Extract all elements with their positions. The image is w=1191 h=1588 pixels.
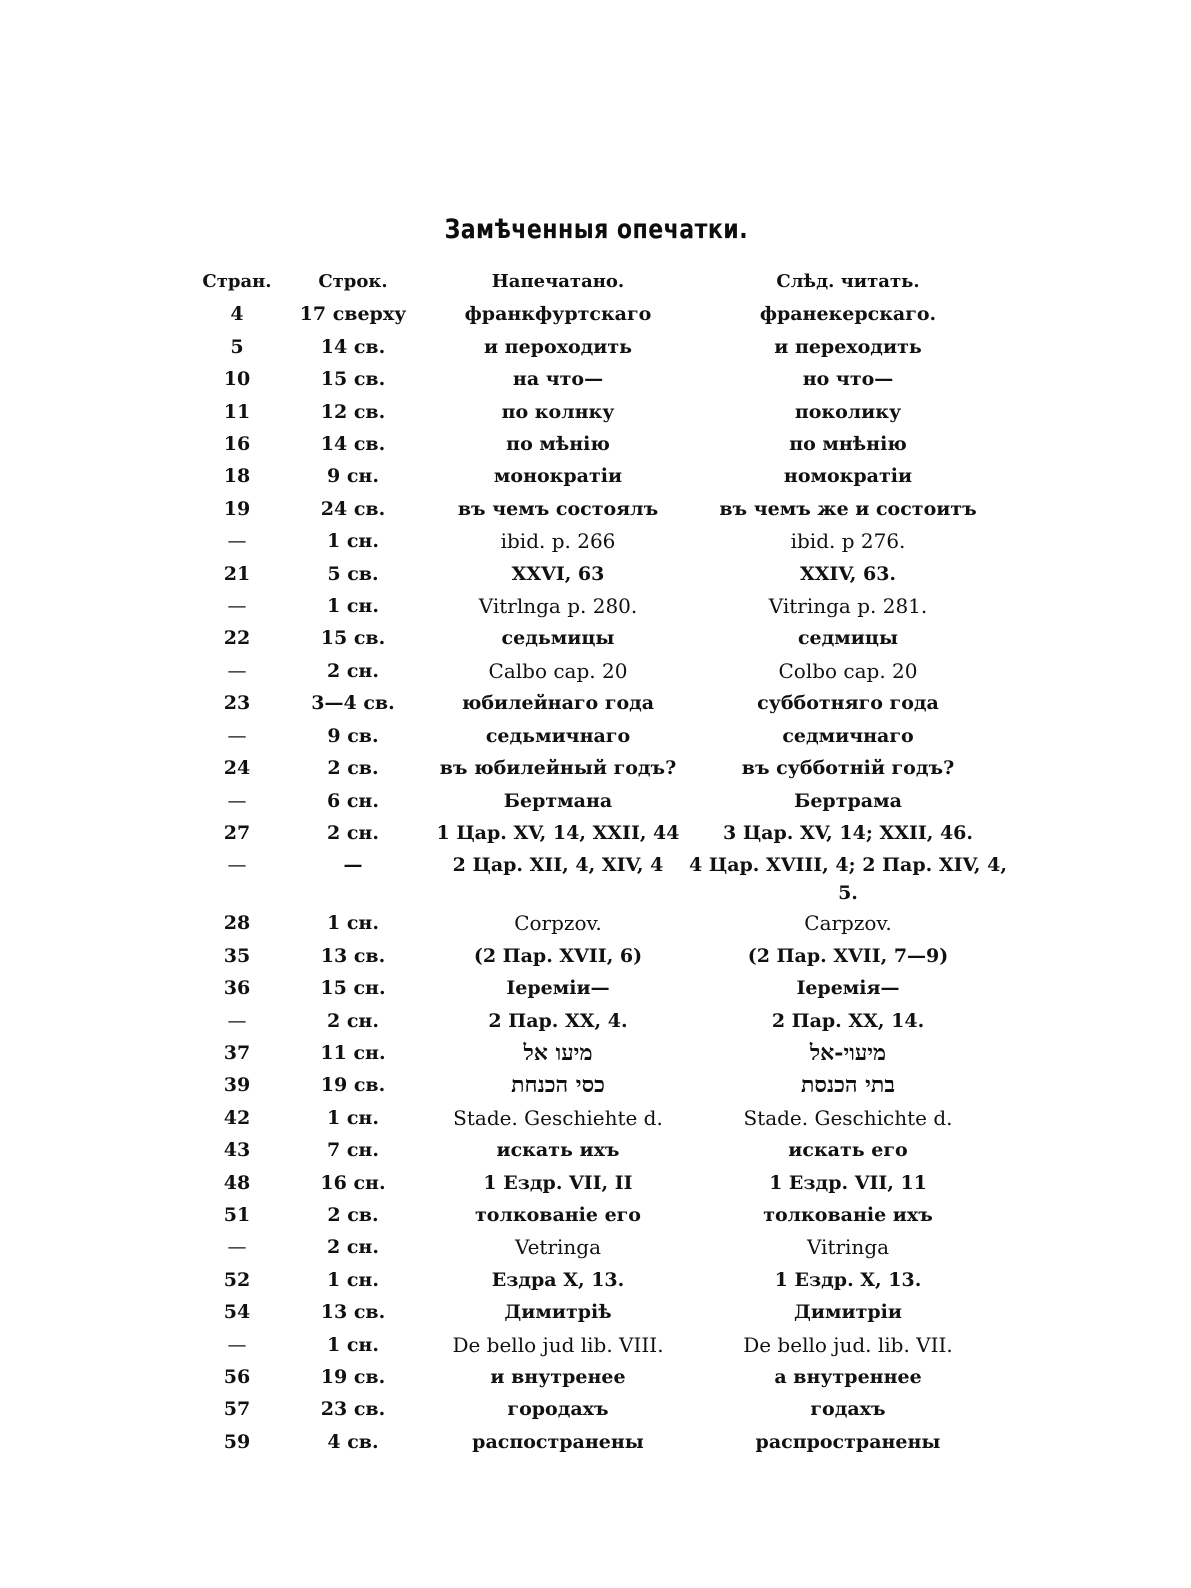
errata-row: [196, 1102, 1016, 1134]
row-correct-text: Димитріи: [794, 1301, 902, 1324]
row-printed-text: כסי הכנחת: [511, 1072, 605, 1099]
row-correct-text: Vitringa p. 281.: [768, 594, 928, 619]
errata-row: [196, 849, 1016, 907]
errata-row: [196, 1393, 1016, 1425]
row-printed-text: Бертмана: [503, 789, 613, 812]
row-page-number: —: [227, 1009, 247, 1032]
row-line-ref: 1 сн.: [327, 595, 379, 618]
row-printed-text: Corpzov.: [514, 911, 602, 936]
row-correct-text: седмичнаго: [782, 724, 914, 747]
row-correct-text: франекерскаго.: [759, 303, 937, 326]
row-printed-text: 2 Пар. XX, 4.: [488, 1009, 628, 1032]
errata-row: [196, 1426, 1016, 1458]
row-page-number: —: [227, 659, 247, 682]
errata-row: [196, 785, 1016, 817]
row-page-number: 16: [223, 433, 251, 456]
errata-row: [196, 972, 1016, 1004]
row-line-ref: 1 сн.: [327, 1268, 379, 1291]
row-line-ref: 17 сверху: [299, 303, 407, 326]
row-printed-text: De bello jud lib. VIII.: [452, 1332, 664, 1357]
row-line-ref: 19 св.: [320, 1366, 386, 1388]
row-page-number: 28: [223, 912, 251, 935]
row-correct-text: בתי הכנסת: [801, 1072, 895, 1099]
row-page-number: 43: [223, 1139, 251, 1162]
row-page-number: 24: [223, 757, 251, 780]
errata-row: [196, 396, 1016, 428]
row-printed-text: толкованіе его: [475, 1203, 641, 1226]
row-correct-text: субботняго года: [757, 692, 939, 715]
row-line-ref: 16 сн.: [320, 1171, 386, 1194]
row-page-number: —: [227, 789, 247, 812]
row-line-ref: 13 св.: [320, 1301, 386, 1324]
row-correct-text: Іеремія—: [796, 977, 900, 1000]
errata-header-row: [196, 266, 1016, 298]
row-page-number: —: [227, 530, 247, 553]
header-printed: Напечатано.: [491, 271, 625, 292]
row-printed-text: (2 Пар. XVII, 6): [473, 944, 643, 967]
row-page-number: 11: [223, 400, 251, 423]
row-printed-text: Vitrlnga p. 280.: [478, 594, 638, 619]
row-printed-text: и внутренее: [490, 1366, 626, 1388]
row-page-number: —: [227, 1236, 247, 1259]
row-printed-text: въ юбилейный годъ?: [439, 757, 677, 780]
row-line-ref: 2 сн.: [327, 1009, 379, 1032]
row-page-number: 39: [223, 1074, 251, 1097]
row-line-ref: 5 св.: [327, 562, 379, 585]
row-correct-text: по мнѣнію: [789, 433, 907, 456]
row-page-number: 22: [223, 627, 251, 650]
row-line-ref: 23 св.: [320, 1398, 386, 1421]
row-page-number: 5: [230, 335, 244, 358]
row-line-ref: 1 сн.: [327, 1106, 379, 1129]
row-line-ref: 15 св.: [320, 627, 386, 650]
header-read: Слѣд. читать.: [776, 271, 920, 292]
row-printed-text: распостранены: [472, 1430, 644, 1453]
row-correct-text: въ чемъ же и состоитъ: [719, 497, 977, 520]
row-correct-text: 1 Ездр. X, 13.: [774, 1268, 922, 1291]
row-line-ref: 14 св.: [320, 335, 386, 358]
row-line-ref: 9 сн.: [327, 465, 379, 488]
row-printed-text: по колнку: [501, 400, 615, 423]
row-printed-text: на что—: [512, 368, 604, 391]
row-correct-text: номократіи: [783, 465, 913, 488]
row-correct-text: а внутреннее: [774, 1366, 922, 1388]
row-correct-text: поколику: [794, 400, 902, 423]
row-page-number: 54: [223, 1301, 251, 1324]
row-page-number: 19: [223, 497, 251, 520]
row-correct-text: 1 Ездр. VII, 11: [769, 1171, 927, 1194]
errata-rows: [196, 298, 1016, 1458]
errata-row: [196, 622, 1016, 654]
row-page-number: 10: [223, 368, 251, 391]
row-page-number: 48: [223, 1171, 251, 1194]
row-page-number: 21: [223, 562, 251, 585]
row-page-number: 57: [223, 1398, 251, 1421]
row-correct-text: 2 Пар. XX, 14.: [771, 1009, 925, 1032]
row-printed-text: франкфуртскаго: [464, 303, 652, 326]
errata-row: [196, 1069, 1016, 1101]
row-printed-text: Ездра X, 13.: [491, 1268, 625, 1291]
errata-row: [196, 940, 1016, 972]
row-printed-text: городахъ: [507, 1398, 609, 1421]
row-printed-text: 2 Цар. XII, 4, XIV, 4: [452, 854, 664, 877]
row-printed-text: Stade. Geschiehte d.: [453, 1105, 663, 1130]
errata-row: [196, 752, 1016, 784]
row-line-ref: 6 сн.: [327, 789, 379, 812]
row-line-ref: 2 сн.: [327, 1236, 379, 1259]
row-page-number: 35: [223, 944, 251, 967]
row-printed-text: Vetringa: [514, 1235, 602, 1260]
row-printed-text: Calbo cap. 20: [488, 658, 628, 683]
row-correct-text: Бертрама: [794, 789, 902, 812]
row-line-ref: —: [343, 854, 363, 877]
row-page-number: —: [227, 595, 247, 618]
row-correct-text: Colbo cap. 20: [778, 658, 918, 683]
row-printed-text: XXVI, 63: [511, 562, 605, 585]
row-line-ref: 19 св.: [320, 1074, 386, 1097]
row-printed-text: монократіи: [493, 465, 623, 488]
row-correct-text: искать его: [788, 1139, 908, 1162]
header-line: Строк.: [318, 271, 388, 292]
row-correct-text: Stade. Geschichte d.: [743, 1105, 953, 1130]
row-correct-text: ibid. p 276.: [790, 529, 906, 554]
errata-row: [196, 1199, 1016, 1231]
row-line-ref: 14 св.: [320, 433, 386, 456]
row-page-number: 27: [223, 821, 251, 844]
errata-row: [196, 590, 1016, 622]
row-line-ref: 1 сн.: [327, 912, 379, 935]
row-correct-text: De bello jud. lib. VII.: [743, 1332, 953, 1357]
row-page-number: 56: [223, 1366, 251, 1388]
errata-row: [196, 363, 1016, 395]
row-page-number: 4: [230, 303, 244, 326]
row-correct-text: но что—: [802, 368, 894, 391]
row-printed-text: въ чемъ состоялъ: [457, 497, 659, 520]
row-line-ref: 2 св.: [327, 1203, 379, 1226]
errata-row: [196, 1264, 1016, 1296]
row-page-number: 51: [223, 1203, 251, 1226]
row-printed-text: седьмичнаго: [485, 724, 631, 747]
row-page-number: —: [227, 1333, 247, 1356]
errata-row: [196, 493, 1016, 525]
row-line-ref: 2 сн.: [327, 821, 379, 844]
header-page: Стран.: [202, 271, 272, 292]
row-printed-text: Іереміи—: [506, 977, 610, 1000]
row-line-ref: 13 св.: [320, 944, 386, 967]
errata-row: [196, 907, 1016, 939]
errata-row: [196, 460, 1016, 492]
row-line-ref: 15 сн.: [320, 977, 386, 1000]
row-line-ref: 2 св.: [327, 757, 379, 780]
errata-row: [196, 1005, 1016, 1037]
row-correct-text: толкованіе ихъ: [763, 1203, 933, 1226]
row-line-ref: 1 сн.: [327, 530, 379, 553]
errata-row: [196, 687, 1016, 719]
row-page-number: 42: [223, 1106, 251, 1129]
row-correct-text: распространены: [755, 1430, 941, 1453]
row-line-ref: 2 сн.: [327, 659, 379, 682]
row-correct-text: מיעוי-אל: [809, 1039, 887, 1066]
row-correct-text: и переходить: [774, 335, 922, 358]
errata-row: [196, 525, 1016, 557]
errata-row: [196, 655, 1016, 687]
row-page-number: 37: [223, 1041, 251, 1064]
row-printed-text: Димитріѣ: [504, 1301, 612, 1324]
row-printed-text: 1 Ездр. VII, II: [483, 1171, 633, 1194]
errata-row: [196, 817, 1016, 849]
row-correct-text: XXIV, 63.: [799, 562, 897, 585]
row-printed-text: юбилейнаго года: [461, 692, 655, 715]
errata-row: [196, 1296, 1016, 1328]
page-title: Замѣченныя опечатки.: [444, 214, 749, 245]
errata-row: [196, 331, 1016, 363]
row-line-ref: 3—4 св.: [311, 692, 395, 715]
errata-row: [196, 1037, 1016, 1069]
errata-row: [196, 298, 1016, 330]
errata-row: [196, 1134, 1016, 1166]
row-correct-text: въ субботній годъ?: [741, 757, 955, 780]
errata-row: [196, 720, 1016, 752]
row-line-ref: 12 св.: [320, 400, 386, 423]
errata-table: [196, 266, 1016, 1458]
row-correct-text: (2 Пар. XVII, 7—9): [747, 944, 949, 967]
row-correct-text: Carpzov.: [804, 911, 892, 936]
row-printed-text: 1 Цар. XV, 14, XXII, 44: [436, 821, 680, 844]
row-correct-text: 3 Цар. XV, 14; XXII, 46.: [722, 821, 974, 844]
row-correct-text: годахъ: [810, 1398, 886, 1421]
row-page-number: 59: [223, 1430, 251, 1453]
row-correct-text: 4 Цар. XVIII, 4; 2 Пар. XIV, 4, 5.: [689, 854, 1007, 905]
row-line-ref: 7 сн.: [327, 1139, 379, 1162]
errata-row: [196, 558, 1016, 590]
row-page-number: 18: [223, 465, 251, 488]
errata-row: [196, 1361, 1016, 1393]
row-printed-text: ibid. p. 266: [500, 529, 616, 554]
row-correct-text: седмицы: [797, 627, 898, 650]
row-line-ref: 11 сн.: [320, 1041, 386, 1064]
row-line-ref: 15 св.: [320, 368, 386, 391]
row-correct-text: Vitringa: [806, 1235, 890, 1260]
row-line-ref: 1 сн.: [327, 1333, 379, 1356]
row-line-ref: 9 св.: [327, 724, 379, 747]
row-printed-text: по мѣнію: [506, 433, 610, 456]
row-printed-text: седьмицы: [501, 627, 615, 650]
row-page-number: —: [227, 854, 247, 877]
row-page-number: 36: [223, 977, 251, 1000]
row-line-ref: 24 св.: [320, 497, 386, 520]
row-printed-text: и пероходить: [483, 335, 633, 358]
row-printed-text: искать ихъ: [496, 1139, 620, 1162]
row-printed-text: מיעו אל: [523, 1039, 593, 1066]
errata-row: [196, 428, 1016, 460]
row-line-ref: 4 св.: [327, 1430, 379, 1453]
row-page-number: 23: [223, 692, 251, 715]
errata-row: [196, 1329, 1016, 1361]
errata-row: [196, 1231, 1016, 1263]
row-page-number: —: [227, 724, 247, 747]
errata-row: [196, 1167, 1016, 1199]
row-page-number: 52: [223, 1268, 251, 1291]
